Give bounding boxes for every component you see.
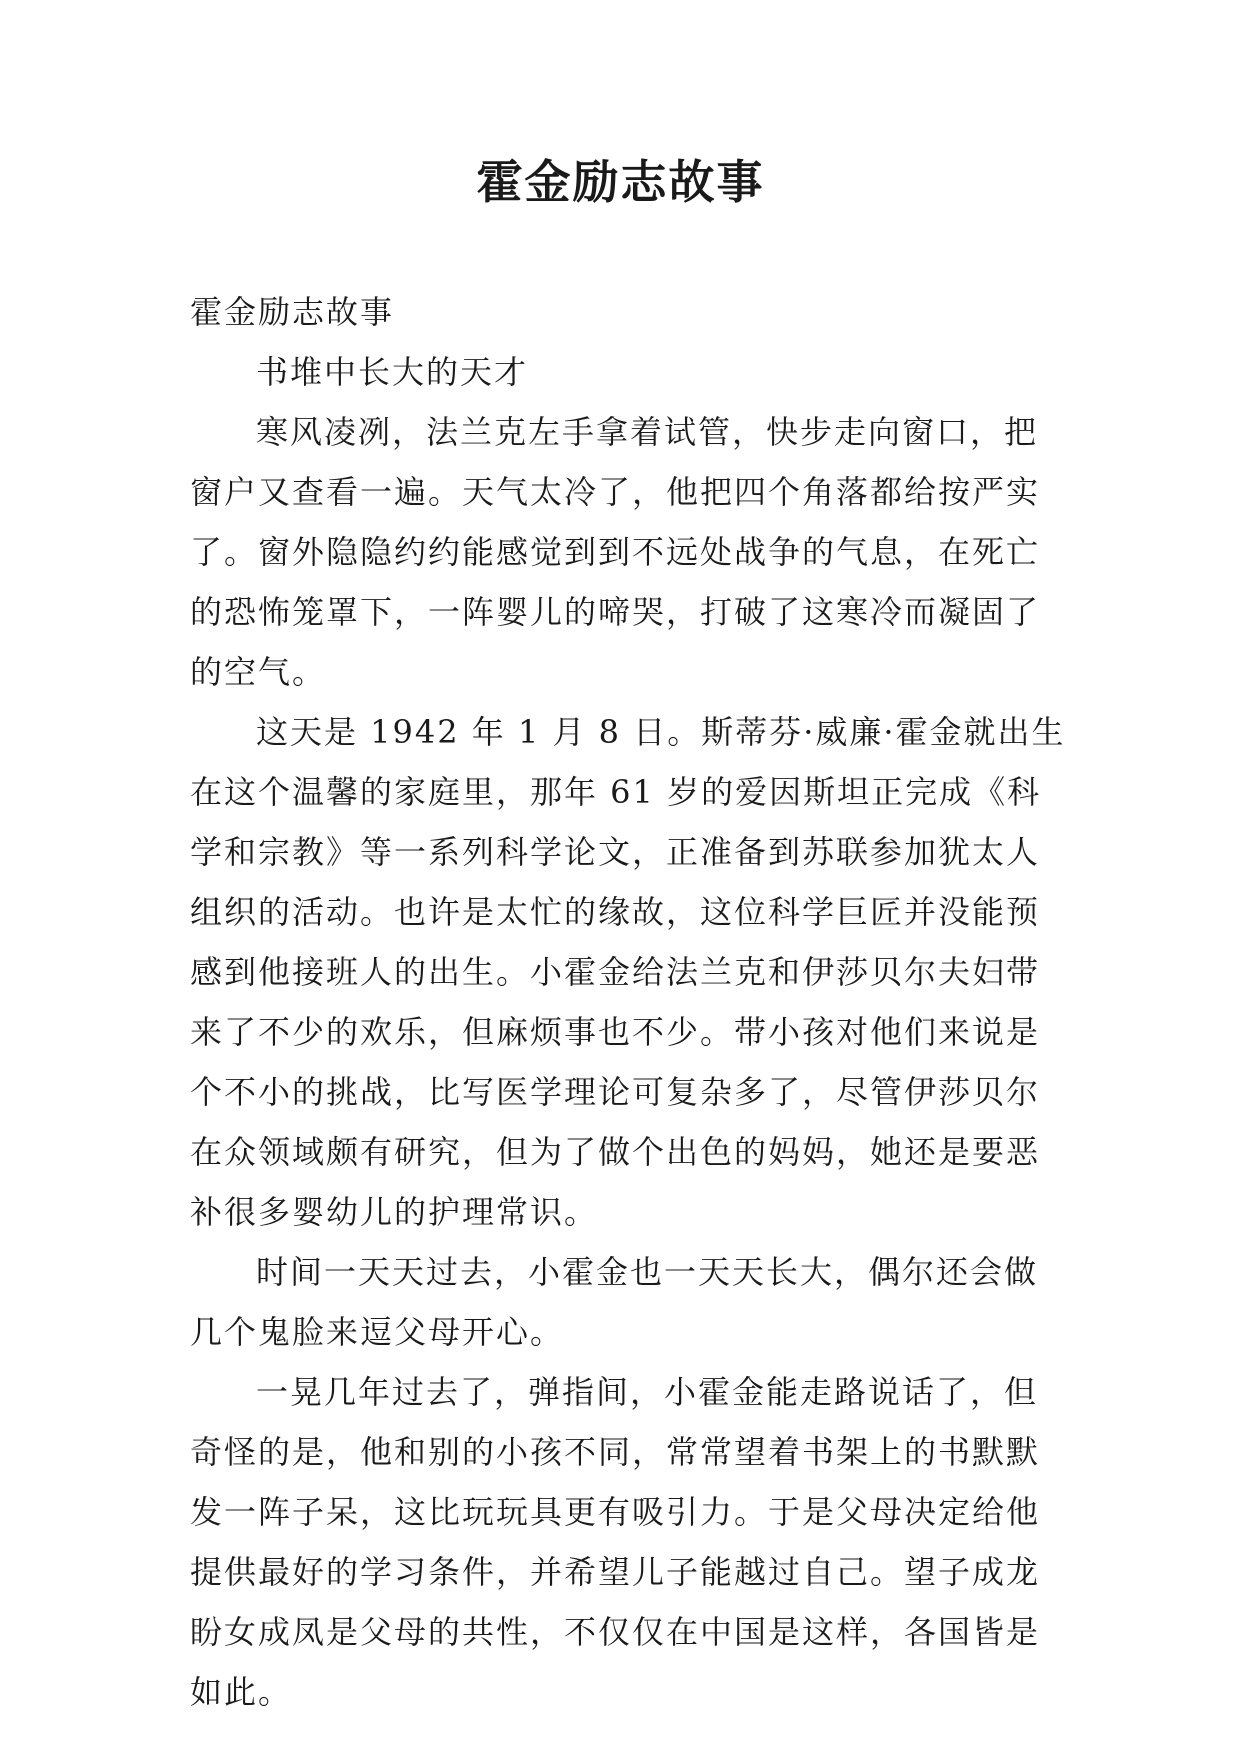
- paragraph: 一晃几年过去了，弹指间，小霍金能走路说话了，但奇怪的是，他和别的小孩不同，常常望着书架上的书默默发一阵子呆，这比玩玩具更有吸引力。于是父母决定给他提供最好的学习条件，并希望儿子能越过自己。望子成龙盼女成凤是父母的共性，不仅仅在中国是这样，各国皆是如此。: [190, 1373, 1041, 1711]
- paragraph: 这天是 1942 年 1 月 8 日。斯蒂芬·威廉·霍金就出生在这个温馨的家庭里，那年 61 岁的爱因斯坦正完成《科学和宗教》等一系列科学论文，正准备到苏联参加犹太人组织的活动。也许是太忙的缘故，这位科学巨匠并没能预感到他接班人的出生。小霍金给法兰克和伊莎贝尔夫妇带来了不少的欢乐，但麻烦事也不少。带小孩对他们来说是个不小的挑战，比写医学理论可复杂多了，尽管伊莎贝尔在众领域颇有研究，但为了做个出色的妈妈，她还是要恶补很多婴幼儿的护理常识。: [190, 713, 1066, 1231]
- document-subtitle: 霍金励志故事: [190, 293, 395, 331]
- paragraph: 时间一天天过去，小霍金也一天天长大，偶尔还会做几个鬼脸来逗父母开心。: [190, 1253, 1039, 1351]
- section-heading: 书堆中长大的天才: [256, 353, 529, 391]
- document-body: [190, 282, 1070, 1722]
- paragraph: 寒风凌冽，法兰克左手拿着试管，快步走向窗口，把窗户又查看一遍。天气太冷了，他把四个角落都给按严实了。窗外隐隐约约能感觉到到不远处战争的气息，在死亡的恐怖笼罩下，一阵婴儿的啼哭，打破了这寒冷而凝固了的空气。: [190, 413, 1041, 691]
- document-title: 霍金励志故事: [476, 155, 765, 209]
